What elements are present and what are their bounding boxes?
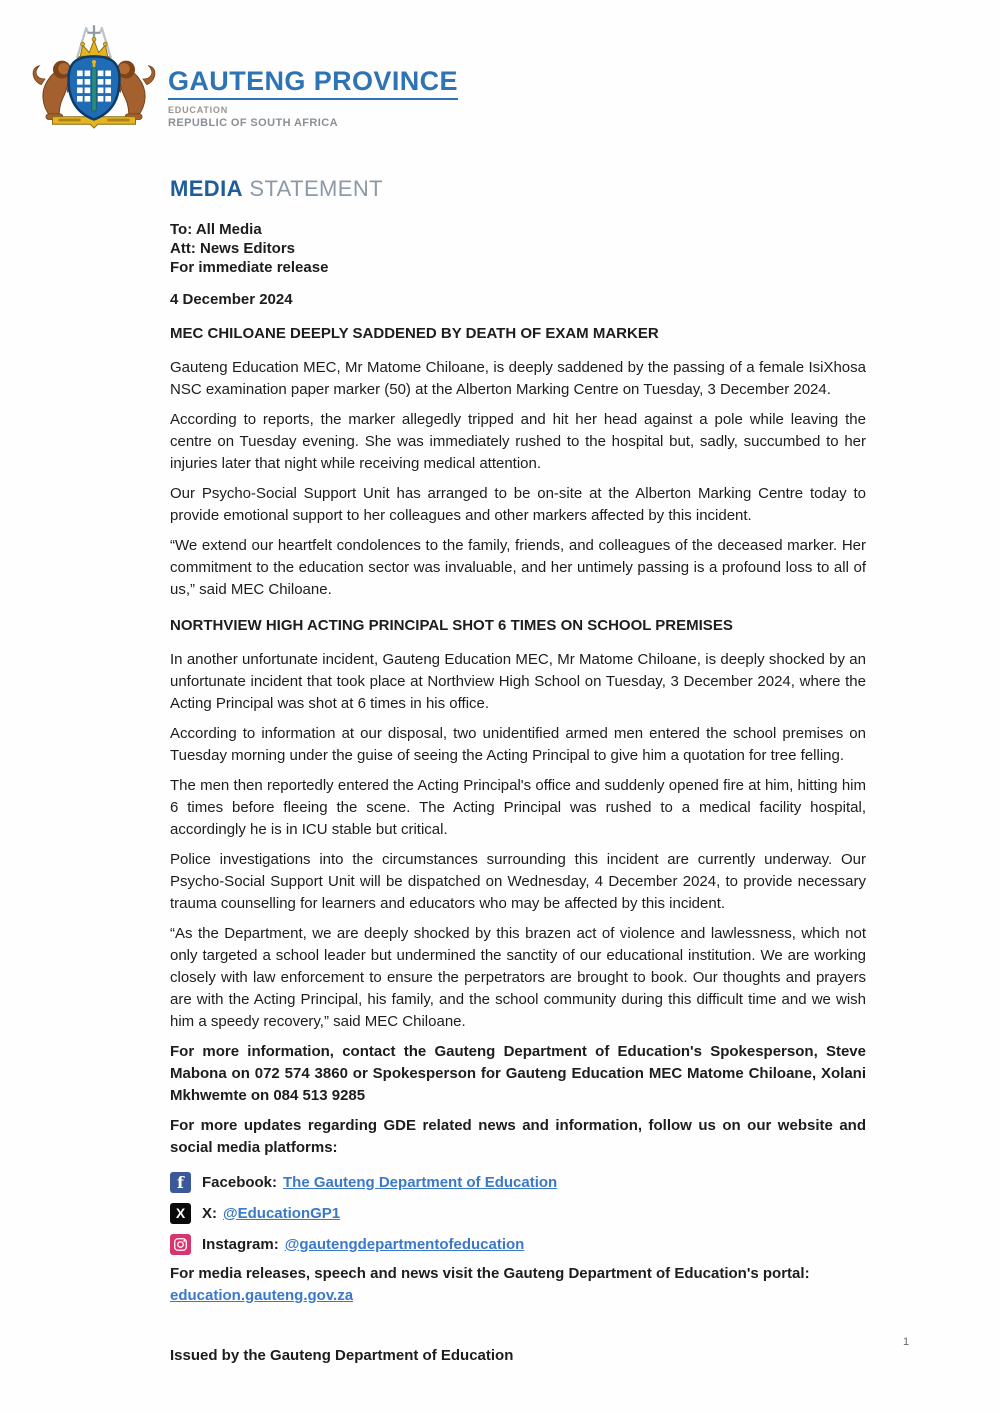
department-name: EDUCATION — [168, 105, 229, 115]
body-paragraph: The men then reportedly entered the Acting Principal's office and suddenly opened fire at him, hitting him 6 times before fleeing the scene. The Acting Principal was rushed to a medical facility hospital, accordingly he is in ICU stable but critical. — [170, 777, 866, 838]
gauteng-coat-of-arms-logo — [28, 22, 160, 141]
body-paragraph: According to reports, the marker allegedly tripped and hit her head against a pole while leaving the centre on Tuesday evening. She was immediately rushed to the hospital but, sadly, succumbed to her injuries later that night while receiving medical attention. — [170, 411, 866, 472]
title-media: MEDIA — [170, 176, 243, 201]
issued-by-line: Issued by the Gauteng Department of Education — [170, 1347, 514, 1364]
facebook-label: Facebook: — [202, 1173, 278, 1191]
body-paragraph: “As the Department, we are deeply shocked by this brazen act of violence and lawlessness, which not only targeted a school leader but undermined the sanctity of our educational institution. We are working closely with law enforcement to ensure the perpetrators are brought to book. Our thoughts and prayers are with the Acting Principal, his family, and the school community during this difficult time and we wish him a speedy recovery,” said MEC Chiloane. — [170, 925, 866, 1030]
contact-note: For more information, contact the Gauteng Department of Education's Spokesperson, Steve Mabona on 072 574 3860 or Spokesperson for Gauteng Education MEC Matome Chiloane, Xolani Mkhwemte on 084 513 9285 — [170, 1043, 866, 1104]
meta-att: Att: News Editors — [170, 240, 296, 257]
brand-block — [168, 66, 458, 129]
province-name: GAUTENG PROVINCE — [168, 66, 458, 100]
country-name: REPUBLIC OF SOUTH AFRICA — [168, 117, 338, 129]
body-paragraph: According to information at our disposal, two unidentified armed men entered the school premises on Tuesday morning under the guise of seeing the Acting Principal to give him a quotation for tree felling. — [170, 725, 866, 764]
meta-release: For immediate release — [170, 259, 329, 276]
instagram-icon — [170, 1234, 191, 1255]
title-statement: STATEMENT — [242, 176, 383, 201]
body-paragraph: Our Psycho-Social Support Unit has arranged to be on-site at the Alberton Marking Centre today to provide emotional support to her colleagues and other markers affected by this incident. — [170, 485, 866, 524]
social-row-facebook — [170, 1169, 866, 1195]
body-paragraph: “We extend our heartfelt condolences to the family, friends, and colleagues of the deceased marker. Her commitment to the education sector was invaluable, and her untimely passing is a profound loss to all of us,” said MEC Chiloane. — [170, 537, 866, 598]
meta-to: To: All Media — [170, 221, 262, 238]
x-label: X: — [202, 1204, 217, 1222]
coat-of-arms-icon — [28, 22, 160, 136]
document-title — [170, 176, 866, 202]
body-paragraph: Gauteng Education MEC, Mr Matome Chiloane, is deeply saddened by the passing of a female IsiXhosa NSC examination paper marker (50) at the Alberton Marking Centre on Tuesday, 3 December 2024. — [170, 359, 866, 398]
facebook-icon: f — [170, 1172, 191, 1193]
instagram-link[interactable]: @gautengdepartmentofeducation — [284, 1235, 525, 1253]
facebook-link[interactable]: The Gauteng Department of Education — [283, 1173, 558, 1191]
body-paragraph: In another unfortunate incident, Gauteng Education MEC, Mr Matome Chiloane, is deeply shocked by an unfortunate incident that took place at Northview High School on Tuesday, 3 December 2024, where the Acting Principal was shot at 6 times in his office. — [170, 651, 866, 712]
social-row-x — [170, 1200, 866, 1226]
updates-note: For more updates regarding GDE related news and information, follow us on our website and social media platforms: — [170, 1117, 866, 1156]
body-paragraph: Police investigations into the circumstances surrounding this incident are currently underway. Our Psycho-Social Support Unit will be dispatched on Wednesday, 4 December 2024, to provide necessary trauma counselling for learners and educators who may be affected by this incident. — [170, 851, 866, 912]
x-link[interactable]: @EducationGP1 — [223, 1204, 341, 1222]
section-heading-2: NORTHVIEW HIGH ACTING PRINCIPAL SHOT 6 TIMES ON SCHOOL PREMISES — [170, 617, 733, 634]
portal-text: For media releases, speech and news visit the Gauteng Department of Education's portal: — [170, 1265, 810, 1282]
instagram-label: Instagram: — [202, 1235, 279, 1253]
social-links — [170, 1169, 866, 1257]
portal-note — [170, 1263, 866, 1307]
portal-link[interactable]: education.gauteng.gov.za — [170, 1287, 354, 1304]
statement-date: 4 December 2024 — [170, 291, 293, 308]
social-row-instagram — [170, 1231, 866, 1257]
x-icon: X — [170, 1203, 191, 1224]
section-heading-1: MEC CHILOANE DEEPLY SADDENED BY DEATH OF EXAM MARKER — [170, 325, 659, 342]
document-content — [170, 176, 866, 1364]
page-number: 1 — [903, 1336, 910, 1348]
